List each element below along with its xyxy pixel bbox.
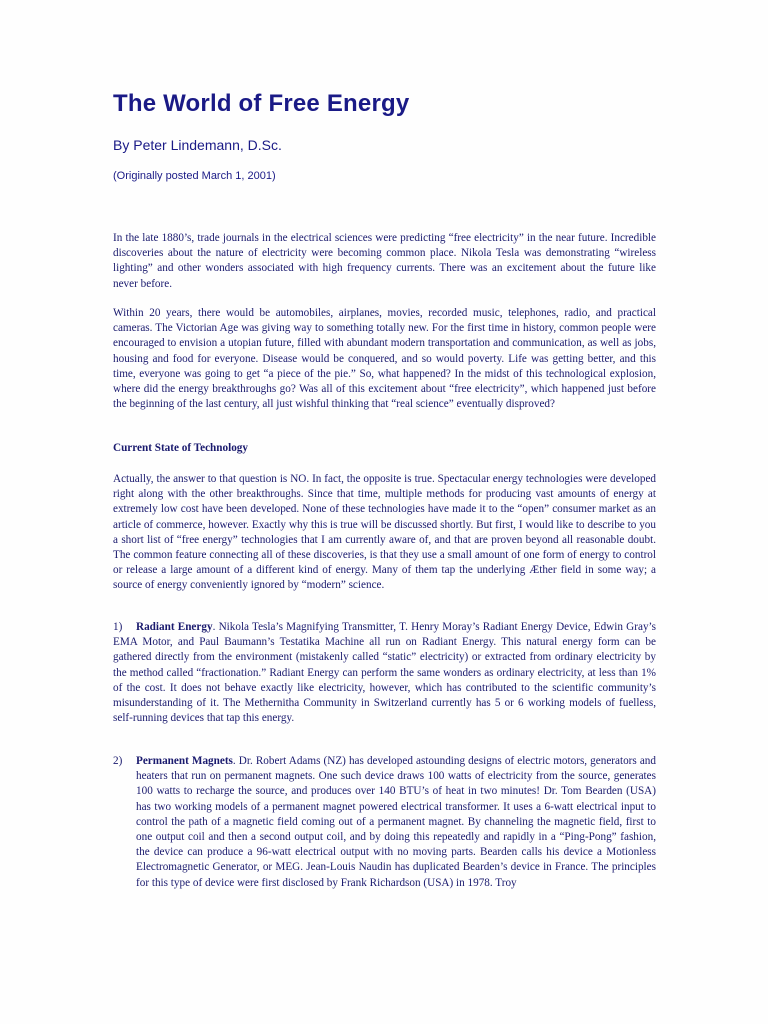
list-item bbox=[113, 620, 656, 726]
list-item-text: . Nikola Tesla’s Magnifying Transmitter, T. Henry Moray’s Radiant Energy Device, Edwin Gray’s EMA Motor, and Paul Baumann’s Testatika Machine all run on Radiant Energy. This natural energy form can be gathered directly from the environment (mistakenly called “static” electricity) or extracted from ordinary electricity by the method called “fractionation.” Radiant Energy can perform the same wonders as ordinary electricity, at less than 1% of the cost. It does not behave exactly like electricity, however, which has contributed to the scientific community’s misunderstanding of it. The Methernitha Community in Switzerland currently has 5 or 6 working models of fuelless, self-running devices that tap this energy. bbox=[113, 621, 656, 725]
list-item-heading: Radiant Energy bbox=[136, 621, 213, 633]
list-item-number: 2) bbox=[113, 755, 123, 767]
document-title: The World of Free Energy bbox=[113, 90, 410, 117]
posted-date: (Originally posted March 1, 2001) bbox=[113, 170, 276, 182]
section-heading: Current State of Technology bbox=[113, 442, 248, 454]
body-paragraph: In the late 1880’s, trade journals in the electrical sciences were predicting “free electricity” in the near future. Incredible discoveries about the nature of electricity were becoming common place. Nikola Tesla was demonstrating “wireless lighting” and other wonders associated with high frequency currents. There was an excitement about the future like never before. bbox=[113, 232, 656, 290]
body-paragraph: Within 20 years, there would be automobiles, airplanes, movies, recorded music, telephones, radio, and practical cameras. The Victorian Age was giving way to something totally new. For the first time in history, common people were encouraged to envision a utopian future, filled with abundant modern transportation and communication, as well as jobs, housing and food for everyone. Disease would be conquered, and so would poverty. Life was getting better, and this time, everyone was going to get “a piece of the pie.” So, what happened? In the midst of this technological explosion, where did the energy breakthroughs go? Was all of this excitement about “free electricity”, which happened just before the beginning of the last century, all just wishful thinking that “real science” eventually disproved? bbox=[113, 307, 656, 411]
section-paragraph: Actually, the answer to that question is NO. In fact, the opposite is true. Spectacular energy technologies were developed right along with the other breakthroughs. Since that time, multiple methods for producing vast amounts of energy at extremely low cost have been developed. None of these technologies have made it to the “open” consumer market as an article of commerce, however. Exactly why this is true will be discussed shortly. But first, I would like to describe to you a short list of “free energy” technologies that I am currently aware of, and that are proven beyond all reasonable doubt. The common feature connecting all of these discoveries, is that they use a small amount of one form of energy to control or release a large amount of a different kind of energy. Many of them tap the underlying Æther field in some way; a source of energy conveniently ignored by “modern” science. bbox=[113, 473, 656, 592]
list-item-number: 1) bbox=[113, 621, 123, 633]
author-byline: By Peter Lindemann, D.Sc. bbox=[113, 137, 282, 153]
list-item bbox=[113, 754, 656, 891]
list-item-text: . Dr. Robert Adams (NZ) has developed astounding designs of electric motors, generators and heaters that run on permanent magnets. One such device draws 100 watts of electricity from the source, generates 100 watts to recharge the source, and produces over 140 BTU’s of heat in two minutes! Dr. Tom Bearden (USA) has two working models of a permanent magnet powered electrical transformer. It uses a 6-watt electrical input to control the path of a magnetic field coming out of a permanent magnet. By channeling the magnetic field, first to one output coil and then a second output coil, and by doing this repeatedly and rapidly in a “Ping-Pong” fashion, the device can produce a 96-watt electrical output with no moving parts. Bearden calls his device a Motionless Electromagnetic Generator, or MEG. Jean-Louis Naudin has duplicated Bearden’s device in France. The principles for this type of device were first disclosed by Frank Richardson (USA) in 1978. Troy bbox=[136, 755, 656, 889]
list-item-heading: Permanent Magnets bbox=[136, 755, 233, 767]
